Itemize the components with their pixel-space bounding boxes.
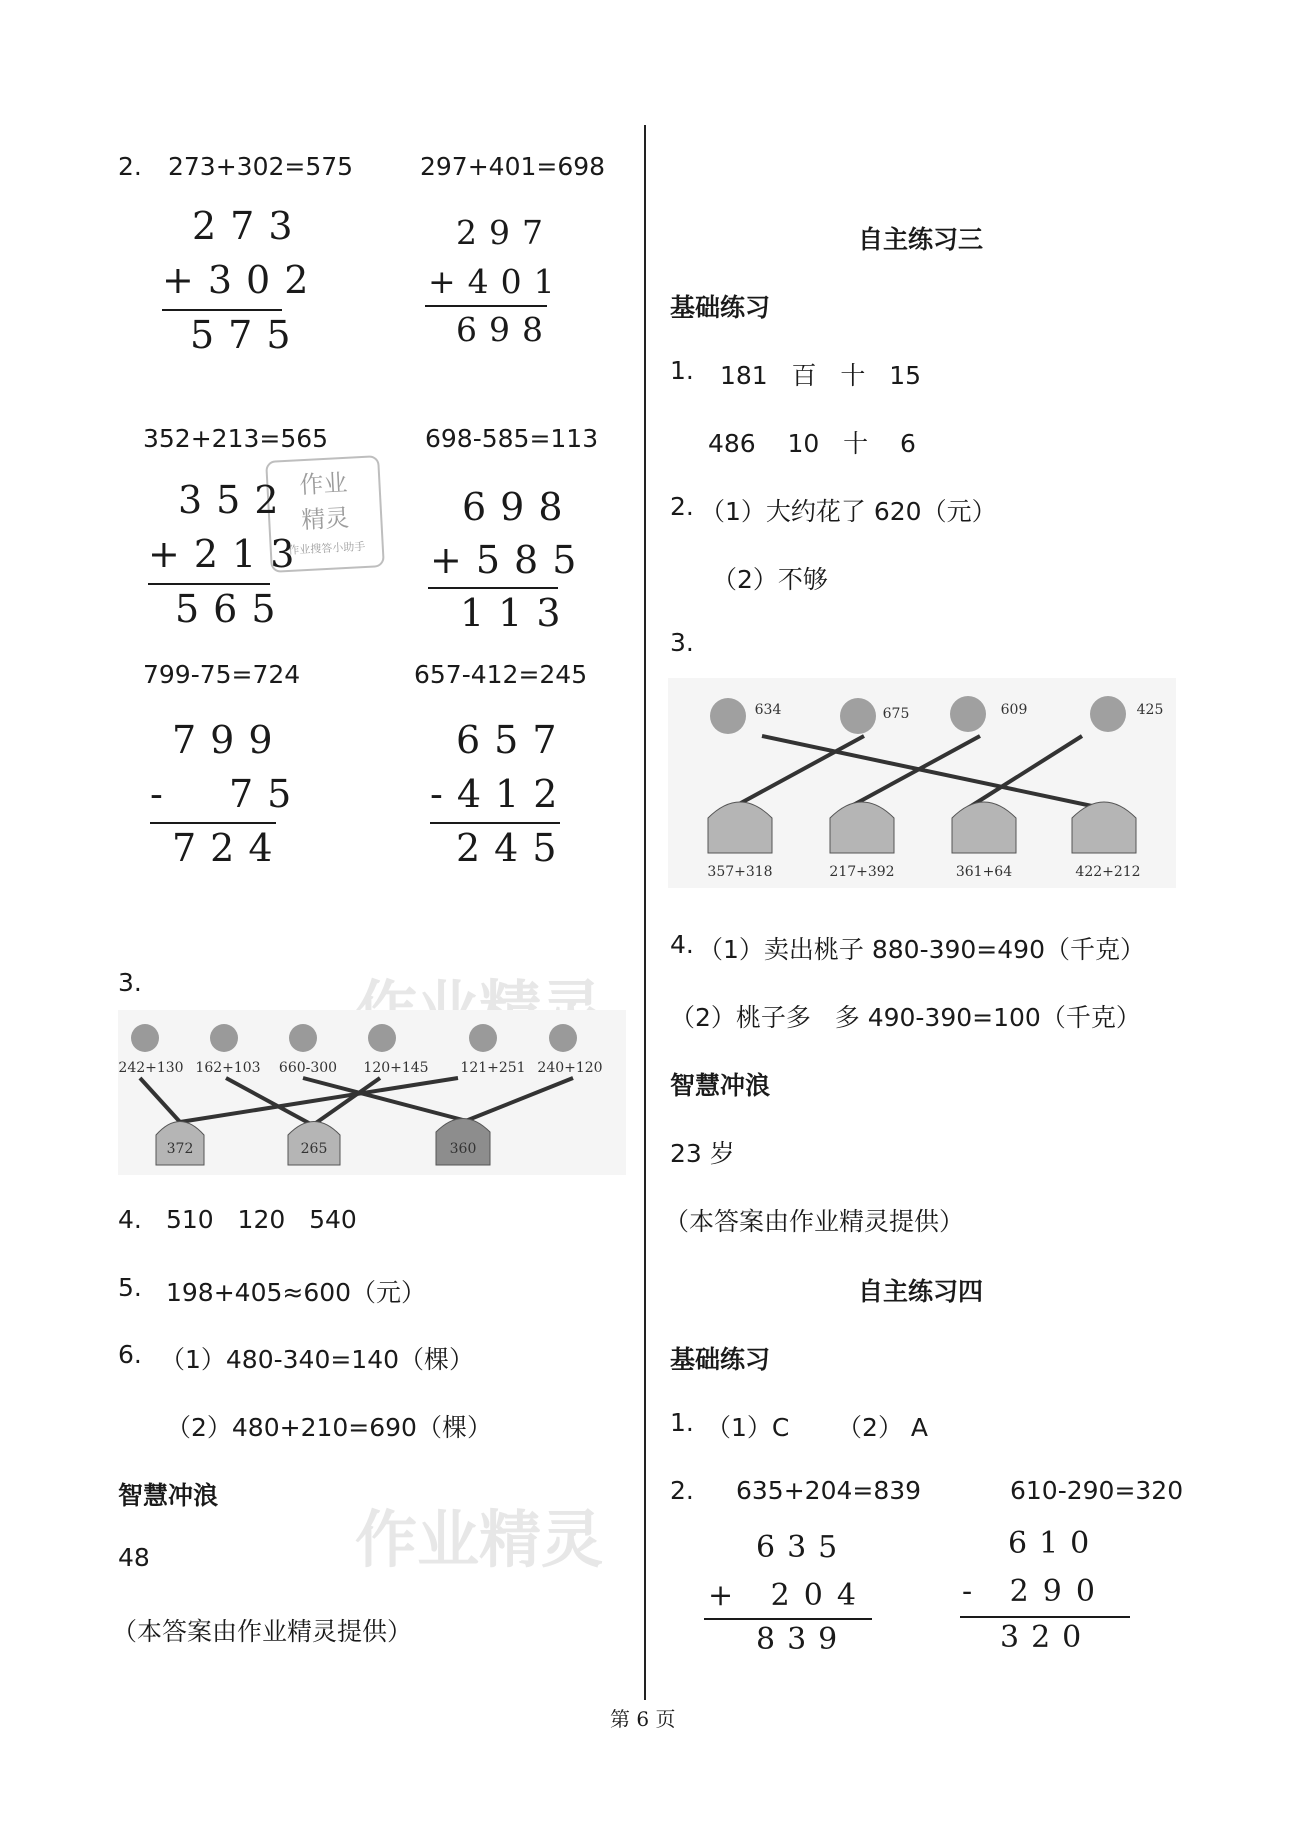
answer-text: 48 [118, 1543, 150, 1572]
house-label: 357+318 [707, 864, 773, 880]
answer-text: （2）480+210=690（棵） [166, 1413, 492, 1442]
equation: 657-412=245 [414, 660, 588, 689]
house-label: 361+64 [955, 864, 1013, 880]
question-2-label: 2. [118, 152, 142, 181]
monkey-label: 120+145 [363, 1060, 429, 1076]
answer-text: （2）桃子多 多 490-390=100（千克） [670, 1003, 1141, 1032]
house-icon [952, 802, 1016, 853]
question-1-label: 1. [670, 356, 694, 385]
bird-icon [1090, 696, 1126, 732]
equation: 610-290=320 [1010, 1476, 1184, 1505]
question-3-label: 3. [118, 968, 142, 997]
answer-text: （1）大约花了 620（元） [700, 497, 997, 526]
section-heading: 智慧冲浪 [118, 1481, 219, 1510]
vertical-row: 297 [456, 213, 555, 252]
vertical-row: 698 [462, 485, 577, 529]
animal-house-matching-figure [668, 678, 1176, 888]
question-2-label: 2. [670, 492, 694, 521]
question-2-label: 2. [670, 1476, 694, 1505]
credit-text: （本答案由作业精灵提供） [112, 1617, 413, 1646]
vertical-row: 698 [456, 310, 555, 349]
monkey-icon [210, 1024, 238, 1052]
vertical-row: 610 [1008, 1526, 1102, 1561]
vertical-row: 724 [172, 826, 287, 870]
vertical-row: 565 [175, 587, 290, 631]
equation: 352+213=565 [143, 424, 329, 453]
answer-text: 198+405≈600（元） [166, 1278, 427, 1307]
vertical-row: +401 [428, 262, 567, 301]
monkey-label: 162+103 [195, 1060, 261, 1076]
equation: 297+401=698 [420, 152, 606, 181]
equation: 273+302=575 [168, 152, 354, 181]
section-heading: 智慧冲浪 [670, 1071, 771, 1100]
monkey-label: 660-300 [278, 1060, 338, 1076]
answer-text: 510 120 540 [166, 1205, 357, 1234]
house-icon [708, 802, 772, 853]
stamp-logo: 作业 精灵 作业搜答小助手 [265, 455, 385, 573]
equation: 635+204=839 [736, 1476, 922, 1505]
vertical-row: 575 [190, 313, 305, 357]
answer-text: （1）C （2） A [706, 1413, 928, 1442]
animal-label: 609 [1000, 702, 1028, 718]
vertical-row: 352 [178, 478, 293, 522]
sum-line [960, 1616, 1130, 1618]
house-icon [830, 802, 894, 853]
match-line [140, 1078, 180, 1122]
vertical-row: 657 [456, 718, 571, 762]
sum-line [428, 587, 558, 589]
monkey-icon [368, 1024, 396, 1052]
monkey-label: 121+251 [460, 1060, 526, 1076]
answer-text: （2）不够 [712, 565, 828, 594]
vertical-row: 799 [172, 718, 287, 762]
sum-line [148, 583, 270, 585]
sum-line [162, 309, 282, 311]
vertical-row: +302 [162, 258, 323, 302]
house-icon [1072, 802, 1136, 853]
monkey-label: 240+120 [537, 1060, 603, 1076]
animal-label: 634 [754, 702, 782, 718]
rabbit-icon [710, 698, 746, 734]
monkey-icon [469, 1024, 497, 1052]
house-label: 422+212 [1075, 864, 1141, 880]
question-4-label: 4. [670, 930, 694, 959]
vertical-row: 839 [756, 1622, 850, 1657]
question-3-label: 3. [670, 628, 694, 657]
credit-text: （本答案由作业精灵提供） [664, 1207, 965, 1236]
animal-label: 675 [882, 706, 910, 722]
answer-text: （1）480-340=140（棵） [160, 1345, 475, 1374]
vertical-row: +213 [148, 532, 309, 576]
answer-text: 181 百 十 15 [720, 361, 922, 390]
animal-label: 425 [1136, 702, 1164, 718]
vertical-row: 273 [192, 204, 307, 248]
monkey-house-matching-figure [118, 1010, 626, 1175]
question-5-label: 5. [118, 1273, 142, 1302]
watermark-text: 作业精灵 [355, 1503, 604, 1576]
house-label: 360 [449, 1141, 477, 1157]
vertical-row: 113 [460, 591, 575, 635]
match-line [762, 736, 1092, 806]
match-line [728, 736, 864, 810]
question-6-label: 6. [118, 1340, 142, 1369]
page-number: 第 6 页 [610, 1707, 676, 1731]
answer-text: （1）卖出桃子 880-390=490（千克） [698, 935, 1145, 964]
monkey-icon [289, 1024, 317, 1052]
house-label: 217+392 [829, 864, 895, 880]
column-divider [644, 125, 646, 1700]
monkey-label: 242+130 [118, 1060, 184, 1076]
equation: 799-75=724 [143, 660, 301, 689]
section-title: 自主练习三 [858, 225, 984, 254]
house-label: 372 [166, 1141, 194, 1157]
monkey-icon [131, 1024, 159, 1052]
sum-line [430, 822, 560, 824]
vertical-row: 245 [456, 826, 571, 870]
section-title: 自主练习四 [858, 1277, 984, 1306]
answer-text: 23 岁 [670, 1139, 735, 1168]
section-heading: 基础练习 [670, 1345, 771, 1374]
match-line [844, 736, 980, 810]
house-label: 265 [300, 1141, 328, 1157]
sum-line [704, 1618, 872, 1620]
question-4-label: 4. [118, 1205, 142, 1234]
monkey-icon [549, 1024, 577, 1052]
vertical-row: -412 [430, 772, 572, 816]
sum-line [425, 305, 547, 307]
cat-icon [950, 696, 986, 732]
vertical-row: + 204 [708, 1578, 870, 1613]
match-line [968, 736, 1082, 808]
vertical-row: +585 [430, 538, 591, 582]
match-line [180, 1078, 458, 1122]
vertical-row: - 75 [150, 772, 306, 816]
section-heading: 基础练习 [670, 293, 771, 322]
match-line [463, 1078, 573, 1122]
vertical-row: - 290 [962, 1574, 1109, 1609]
vertical-row: 635 [756, 1530, 850, 1565]
sum-line [150, 822, 276, 824]
question-1-label: 1. [670, 1408, 694, 1437]
vertical-row: 320 [1000, 1620, 1094, 1655]
dog-icon [840, 698, 876, 734]
equation: 698-585=113 [425, 424, 599, 453]
answer-text: 486 10 十 6 [708, 429, 916, 458]
